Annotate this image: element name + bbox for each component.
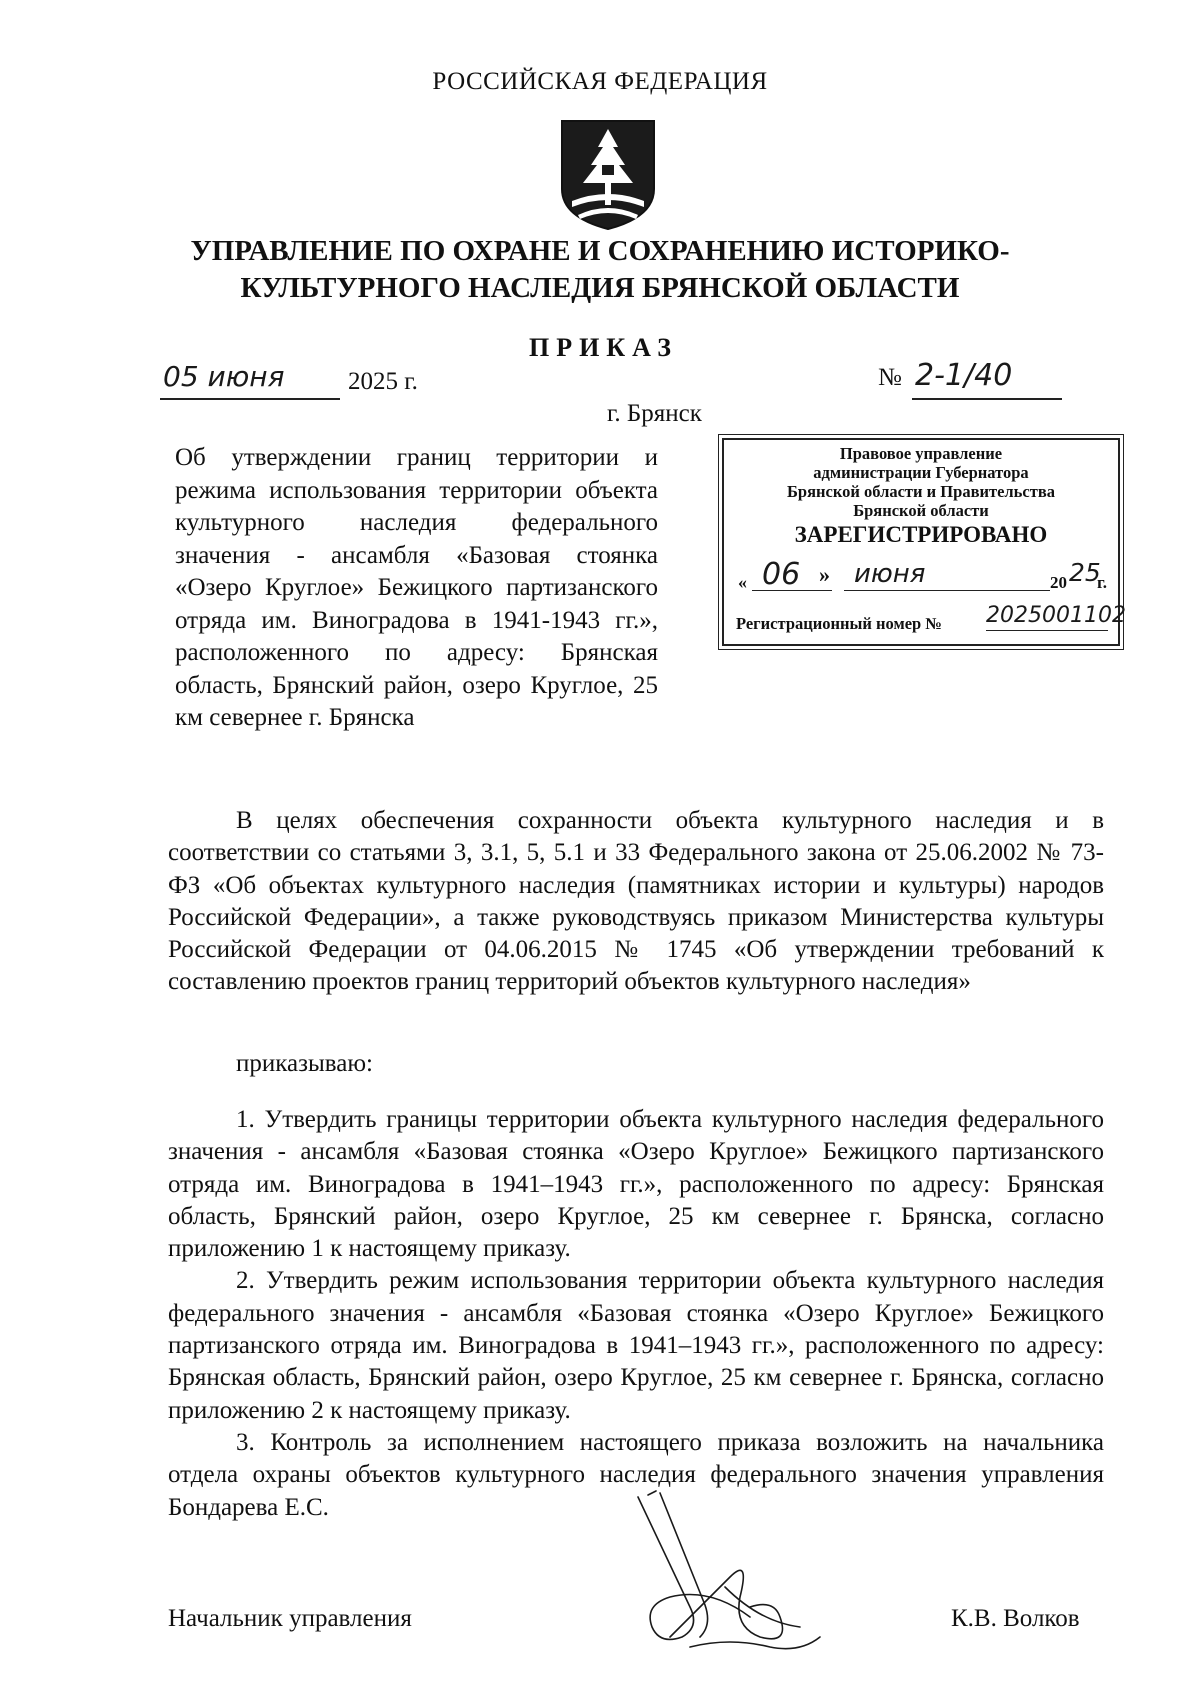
stamp-registered: ЗАРЕГИСТРИРОВАНО	[794, 522, 1048, 547]
stamp-month-handwritten: июня	[854, 559, 926, 589]
stamp-reg-number-handwritten: 2025001102	[986, 603, 1126, 628]
handwritten-order-number: 2-1/40	[915, 358, 1013, 393]
order-items	[168, 1104, 1104, 1524]
order-item-2: 2. Утвердить режим использования территории объекта культурного наследия федерального значения - ансамбля «Базовая стоянка «Озеро Круглое» Бежицкого партизанского отряда им. Виноградова в 1941–1943 гг.», расположенного по адресу: Брянская область, Брянский район, озеро Круглое, 25 км севернее г. Брянска, согласно приложению 2 к настоящему приказу.	[168, 1267, 1104, 1424]
stamp-quote-open: «	[738, 572, 747, 592]
preamble-text: В целях обеспечения сохранности объекта культурного наследия и в соответствии со статьями 3, 3.1, 5, 5.1 и 33 Федерального закона от 25.06.2002 № 73-ФЗ «Об объектах культурного наследия (памятниках истории и культуры) народов Российской Федерации», а также руководствуясь приказом Министерства культуры Российской Федерации от 04.06.2015 № 1745 «Об утверждении требований к составлению проектов границ территорий объектов культурного наследия»	[168, 807, 1104, 996]
stamp-quote-close: »	[819, 562, 830, 587]
organization-line-1: УПРАВЛЕНИЕ ПО ОХРАНЕ И СОХРАНЕНИЮ ИСТОРИКО-	[190, 235, 1010, 267]
country-heading: РОССИЙСКАЯ ФЕДЕРАЦИЯ	[432, 68, 768, 95]
registration-stamp	[722, 438, 1126, 646]
handwritten-date: 05 июня	[163, 360, 285, 393]
order-item-1: 1. Утвердить границы территории объекта культурного наследия федерального значения - ансамбля «Базовая стоянка «Озеро Круглое» Бежицкого партизанского отряда им. Виноградова в 1941–1943 гг.», расположенного по адресу: Брянская область, Брянский район, озеро Круглое, 25 км севернее г. Брянска, согласно приложению 1 к настоящему приказу.	[168, 1106, 1104, 1263]
number-sign: №	[878, 364, 902, 391]
stamp-day-underline	[752, 590, 832, 591]
stamp-line-1: Правовое управление	[839, 444, 1003, 463]
stamp-year-suffix: г.	[1097, 573, 1108, 592]
bryansk-coat-of-arms-icon	[558, 117, 658, 232]
signatory-name: К.В. Волков	[951, 1605, 1080, 1632]
stamp-year-handwritten: 25	[1069, 558, 1101, 587]
organization-line-2: КУЛЬТУРНОГО НАСЛЕДИЯ БРЯНСКОЙ ОБЛАСТИ	[240, 272, 960, 304]
stamp-day-handwritten: 06	[762, 557, 801, 592]
order-word: приказываю:	[236, 1050, 373, 1077]
stamp-line-2: администрации Губернатора	[813, 463, 1029, 482]
stamp-reg-underline	[986, 630, 1108, 631]
handwritten-signature-icon	[630, 1487, 830, 1662]
document-type: ПРИКАЗ	[528, 333, 679, 362]
signatory-title: Начальник управления	[168, 1605, 412, 1632]
preamble-paragraph	[168, 805, 1104, 999]
order-item-3: 3. Контроль за исполнением настоящего приказа возложить на начальника отдела охраны объектов культурного наследия федерального значения управления Бондарева Е.С.	[168, 1428, 1104, 1521]
order-subject: Об утверждении границ территории и режима использования территории объекта культурного наследия федерального значения - ансамбля «Базовая стоянка «Озеро Круглое» Бежицкого партизанского отряда им. Виноградова в 1941-1943 гг.», расположенного по адресу: Брянская область, Брянский район, озеро Круглое, 25 км севернее г. Брянска	[175, 444, 658, 731]
stamp-month-underline	[844, 590, 1050, 591]
stamp-line-4: Брянской области	[853, 501, 989, 520]
stamp-reg-label: Регистрационный номер №	[736, 614, 942, 633]
date-year: 2025 г.	[348, 368, 418, 395]
organization-name	[0, 233, 1200, 307]
stamp-year-prefix: 20	[1050, 573, 1067, 592]
city: г. Брянск	[607, 400, 702, 427]
stamp-line-3: Брянской области и Правительства	[787, 482, 1055, 501]
